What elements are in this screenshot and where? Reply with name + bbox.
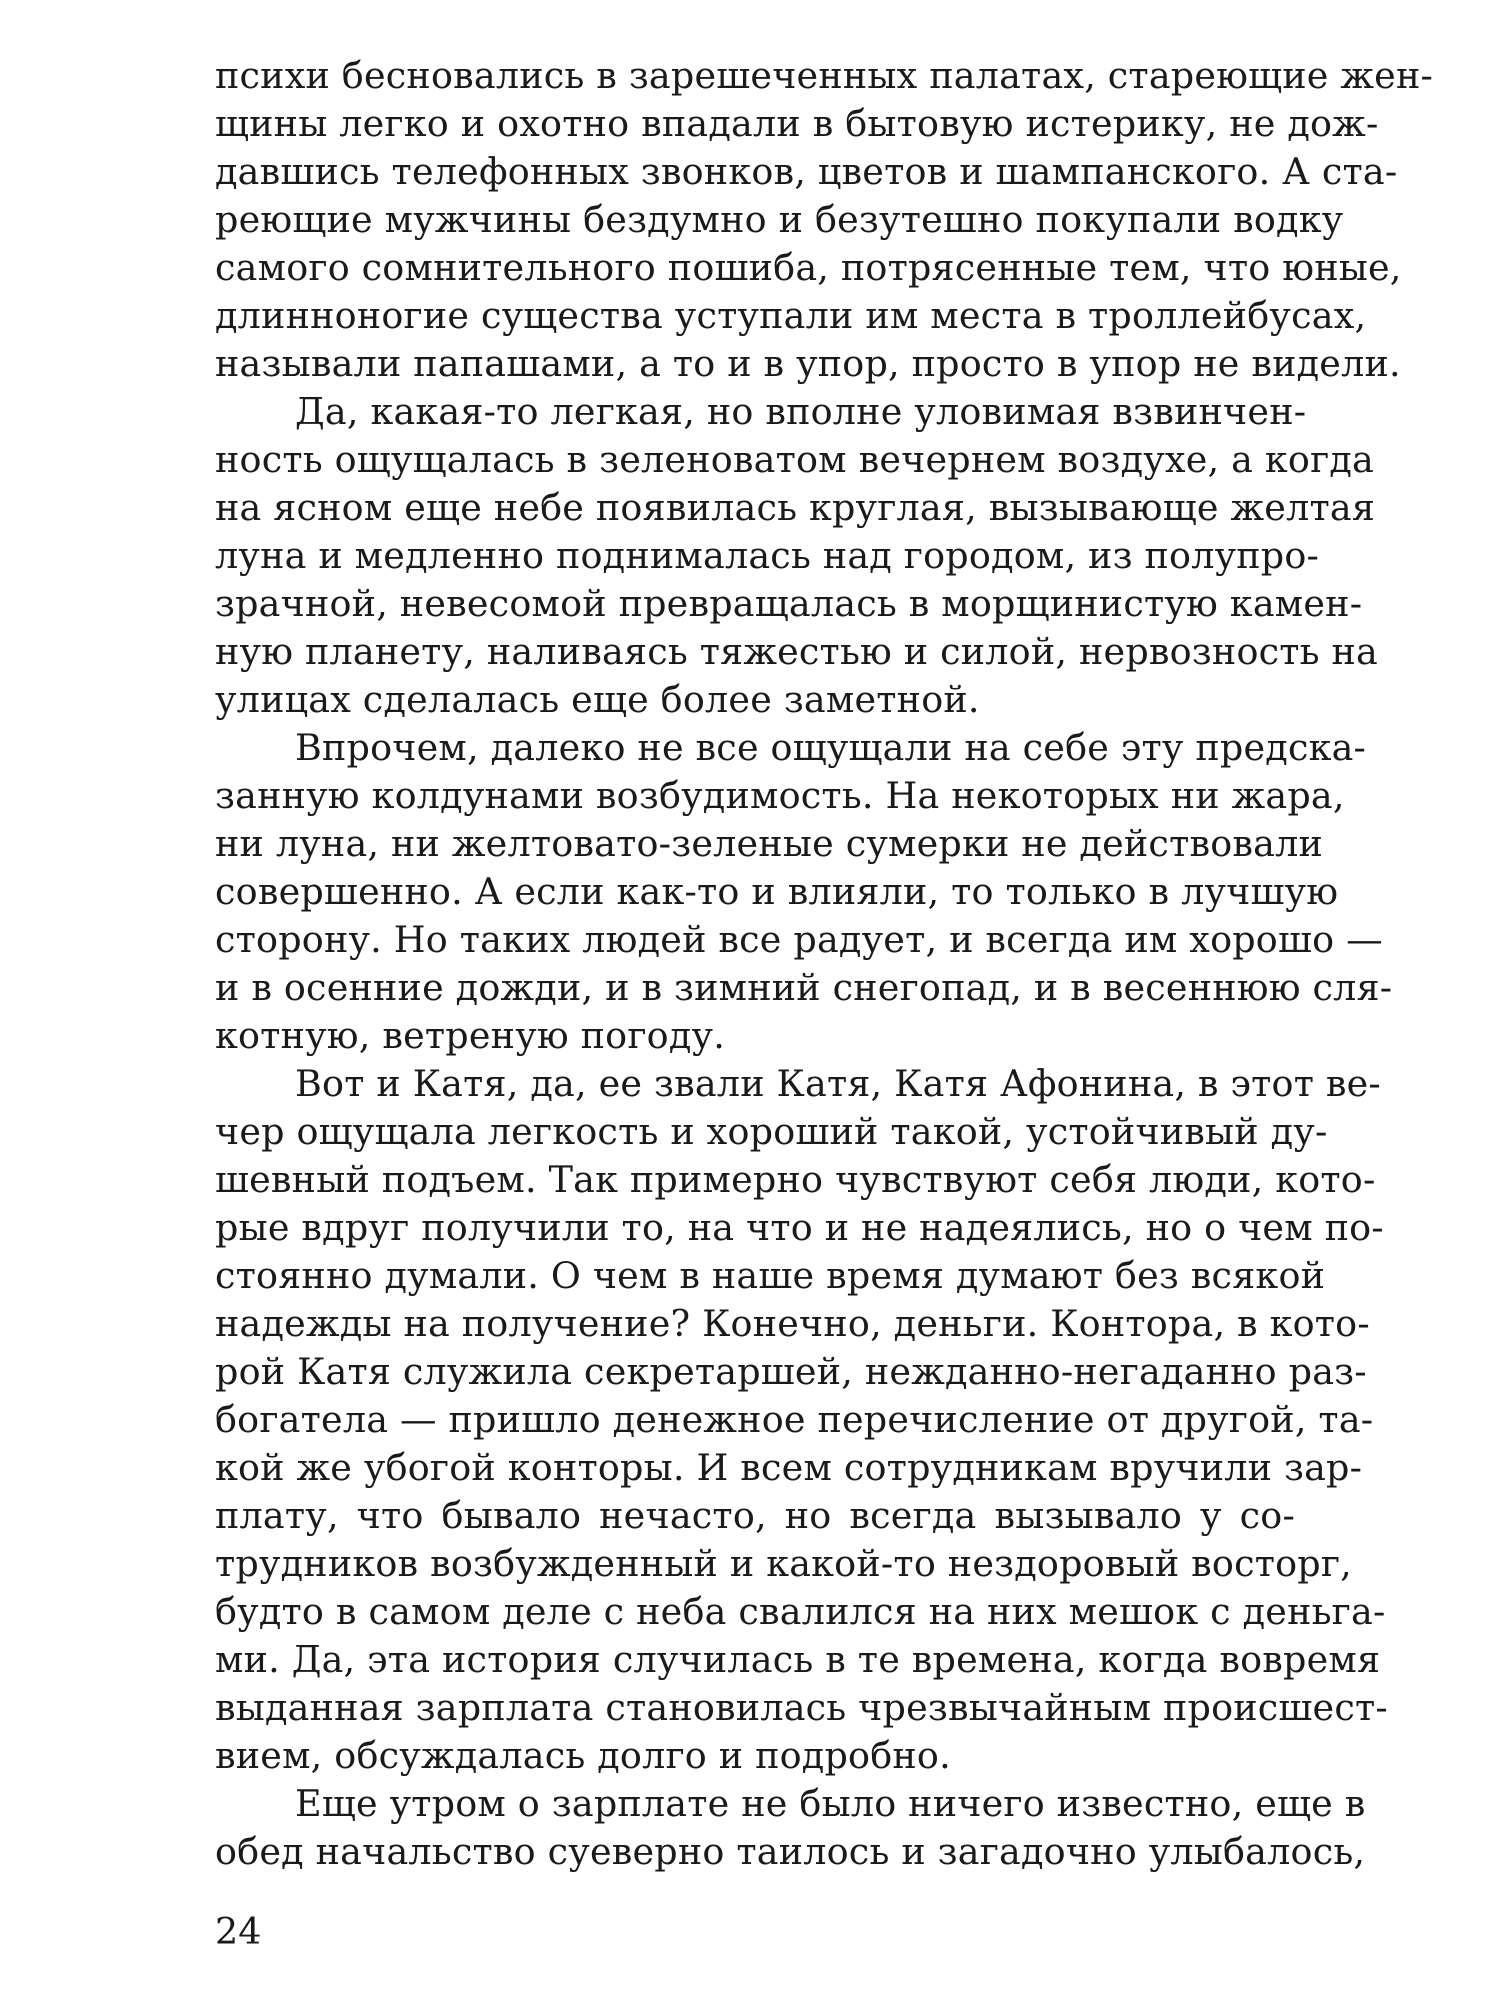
text-line: Да, какая-то легкая, но вполне уловимая взвинчен-: [295, 390, 1307, 433]
text-line: самого сомнительного пошиба, потрясенные тем, что юные,: [215, 246, 1402, 289]
text-line: трудников возбужденный и какой-то нездоровый восторг,: [215, 1542, 1352, 1585]
text-line: занную колдунами возбудимость. На некоторых ни жара,: [215, 774, 1345, 817]
text-line: психи бесновались в зарешеченных палатах, стареющие жен-: [215, 54, 1434, 97]
text-line: котную, ветреную погоду.: [215, 1014, 726, 1057]
text-line: обед начальство суеверно таилось и загадочно улыбалось,: [215, 1830, 1366, 1873]
text-line: стоянно думали. О чем в наше время думают без всякой: [215, 1254, 1326, 1297]
text-line: длинноногие существа уступали им места в троллейбусах,: [215, 294, 1367, 337]
text-line: щины легко и охотно впадали в бытовую истерику, не дож-: [215, 102, 1379, 145]
text-line: на ясном еще небе появилась круглая, вызывающе желтая: [215, 486, 1376, 529]
text-line: выданная зарплата становилась чрезвычайным происшест-: [215, 1686, 1388, 1729]
paragraph-p1: [215, 52, 1434, 388]
text-line: Впрочем, далеко не все ощущали на себе эту предска-: [295, 726, 1367, 769]
page-number: 24: [215, 1910, 262, 1953]
text-line: совершенно. А если как-то и влияли, то только в лучшую: [215, 870, 1339, 913]
text-line: улицах сделалась еще более заметной.: [215, 678, 980, 721]
text-line: плату, что бывало нечасто, но всегда вызывало у со-: [215, 1494, 1295, 1537]
text-line: Еще утром о зарплате не было ничего известно, еще в: [295, 1782, 1366, 1825]
text-line: кой же убогой конторы. И всем сотрудникам вручили зар-: [215, 1446, 1363, 1489]
text-line: ность ощущалась в зеленоватом вечернем воздухе, а когда: [215, 438, 1375, 481]
paragraph-p2: [215, 388, 1379, 724]
text-line: луна и медленно поднималась над городом, из полупро-: [215, 534, 1320, 577]
text-line: богатела — пришло денежное перечисление от другой, та-: [215, 1398, 1374, 1441]
paragraph-p4: [215, 1060, 1388, 1780]
text-line: ни луна, ни желтовато-зеленые сумерки не действовали: [215, 822, 1324, 865]
text-line: давшись телефонных звонков, цветов и шампанского. А ста-: [215, 150, 1398, 193]
text-line: Вот и Катя, да, ее звали Катя, Катя Афонина, в этот ве-: [295, 1062, 1381, 1105]
text-line: реющие мужчины бездумно и безутешно покупали водку: [215, 198, 1344, 241]
body-text: [215, 52, 1434, 1876]
text-line: ми. Да, эта история случилась в те времена, когда вовремя: [215, 1638, 1381, 1681]
text-line: и в осенние дожди, и в зимний снегопад, и в весеннюю сля-: [215, 966, 1393, 1009]
text-line: будто в самом деле с неба свалился на них мешок с деньга-: [215, 1590, 1386, 1633]
text-line: ную планету, наливаясь тяжестью и силой, нервозность на: [215, 630, 1379, 673]
text-line: рой Катя служила секретаршей, нежданно-негаданно раз-: [215, 1350, 1367, 1393]
text-line: сторону. Но таких людей все радует, и всегда им хорошо —: [215, 918, 1383, 961]
paragraph-p5: [215, 1780, 1366, 1876]
paragraph-p3: [215, 724, 1393, 1060]
text-line: вием, обсуждалась долго и подробно.: [215, 1734, 951, 1777]
text-line: зрачной, невесомой превращалась в морщинистую камен-: [215, 582, 1363, 625]
text-line: шевный подъем. Так примерно чувствуют себя люди, кото-: [215, 1158, 1376, 1201]
text-line: надежды на получение? Конечно, деньги. Контора, в кото-: [215, 1302, 1370, 1345]
text-line: рые вдруг получили то, на что и не надеялись, но о чем по-: [215, 1206, 1384, 1249]
text-line: чер ощущала легкость и хороший такой, устойчивый ду-: [215, 1110, 1328, 1153]
text-line: называли папашами, а то и в упор, просто в упор не видели.: [215, 342, 1401, 385]
